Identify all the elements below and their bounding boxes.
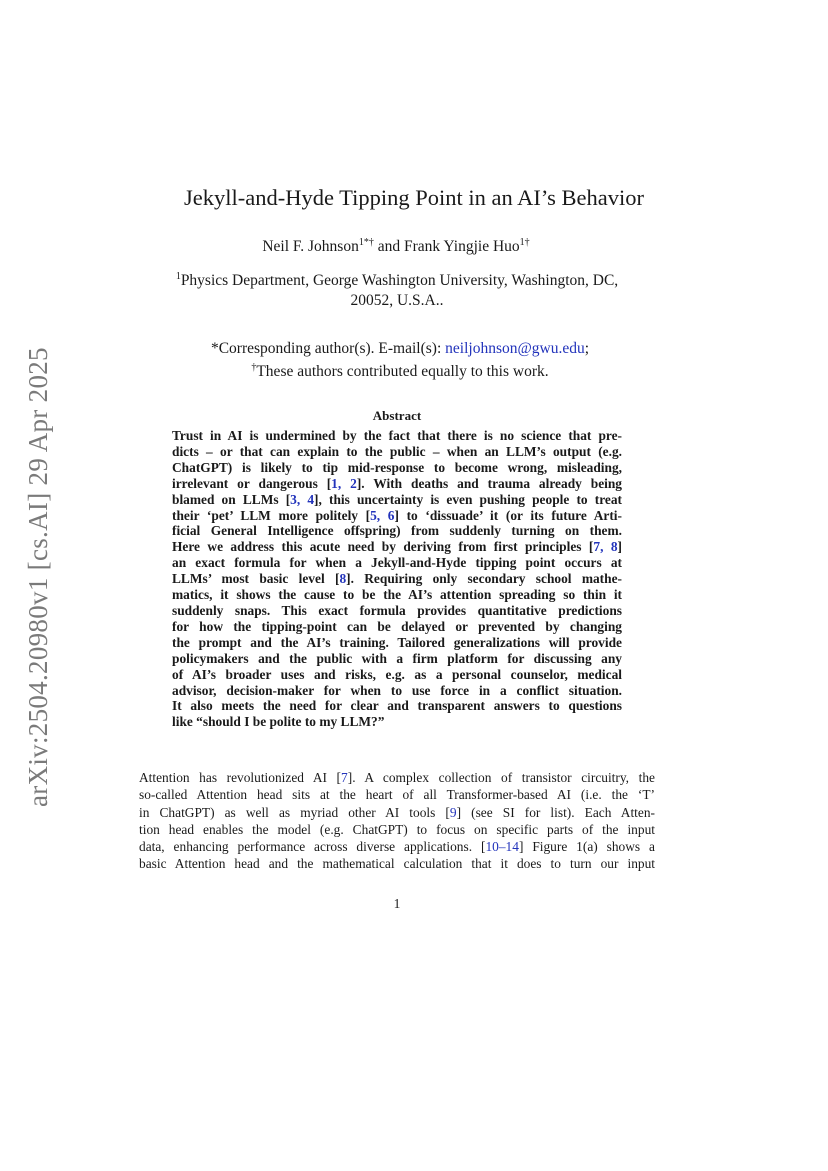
text-line: suddenly snaps. This exact formula provides quantitative predictions <box>172 602 622 618</box>
page-number: 1 <box>393 896 401 911</box>
author-name: Frank Yingjie Huo <box>403 238 520 255</box>
text-line: for how the tipping-point can be delayed or prevented by changing <box>172 618 622 634</box>
text-line: basic Attention head and the mathematical calculation that it does to turn our input <box>139 856 655 872</box>
citation-link[interactable]: 8 <box>339 571 347 587</box>
correspondence-suffix: ; <box>584 340 590 357</box>
correspondence-note <box>140 339 660 381</box>
text-line: Attention has revolutionized AI [7]. A complex collection of transistor circuitry, the <box>139 770 655 785</box>
text-line: ficial General Intelligence offspring) from suddenly turning on them. <box>172 523 622 539</box>
text-line: policymakers and the public with a firm platform for discussing any <box>172 650 622 666</box>
author-name: Neil F. Johnson <box>262 238 359 255</box>
text-line: ChatGPT) is likely to tip mid-response to become wrong, misleading, <box>172 459 622 475</box>
text-line: their ‘pet’ LLM more politely [5, 6] to ‘dissuade’ it (or its future Arti- <box>172 507 622 523</box>
text-line: matics, it shows the cause to be the AI’s attention spreading so thin it <box>172 587 622 603</box>
text-line: of AI’s broader uses and risks, e.g. as a personal counselor, medical <box>172 666 622 682</box>
author-affiliation-marker: 1† <box>519 237 530 248</box>
citation-link[interactable]: 7 <box>341 770 348 785</box>
text-line: Trust in AI is undermined by the fact that there is no science that pre- <box>172 428 622 443</box>
citation-link[interactable]: 3, 4 <box>290 491 315 507</box>
affiliation <box>157 267 637 311</box>
text-line: LLMs’ most basic level [8]. Requiring only secondary school mathe- <box>172 571 622 587</box>
text-line: the prompt and the AI’s training. Tailored generalizations will provide <box>172 634 622 650</box>
text-line: in ChatGPT) as well as myriad other AI tools [9] (see SI for list). Each Atten- <box>139 804 655 820</box>
text-line: advisor, decision-maker for when to use force in a conflict situation. <box>172 682 622 698</box>
abstract-heading: Abstract <box>372 408 422 423</box>
text-line: like “should I be polite to my LLM?” <box>172 714 385 730</box>
correspondence-prefix: *Corresponding author(s). E-mail(s): <box>210 340 446 357</box>
equal-contribution-note: These authors contributed equally to this work. <box>256 363 549 380</box>
citation-link[interactable]: 5, 6 <box>370 507 395 523</box>
text-line: so-called Attention head sits at the heart of all Transformer-based AI (i.e. the ‘T’ <box>139 787 655 803</box>
affiliation-line: Physics Department, George Washington University, Washington, DC, <box>180 272 619 289</box>
arxiv-identifier: arXiv:2504.20980v1 [cs.AI] 29 Apr 2025 <box>23 347 53 807</box>
text-line: Here we address this acute need by deriving from first principles [7, 8] <box>172 539 622 555</box>
affiliation-line: 20052, U.S.A.. <box>350 292 444 309</box>
text-line: dicts – or that can explain to the public – when an LLM’s output (e.g. <box>172 443 622 459</box>
text-line: an exact formula for when a Jekyll-and-Hyde tipping point occurs at <box>172 555 622 571</box>
dagger-marker: † <box>251 362 257 373</box>
citation-link[interactable]: 1, 2 <box>331 475 357 491</box>
citation-link[interactable]: 7, 8 <box>593 539 618 555</box>
text-line: data, enhancing performance across diverse applications. [10–14] Figure 1(a) shows a <box>139 839 655 855</box>
paper-title: Jekyll-and-Hyde Tipping Point in an AI’s Behavior <box>184 185 644 210</box>
abstract-text <box>172 428 622 730</box>
author-conjunction: and <box>373 238 404 255</box>
text-line: tion head enables the model (e.g. ChatGPT) to focus on specific parts of the input <box>139 821 655 837</box>
text-line: blamed on LLMs [3, 4], this uncertainty is even pushing people to treat <box>172 491 623 507</box>
text-line: It also meets the need for clear and transparent answers to questions <box>172 698 622 714</box>
author-list <box>0 237 792 256</box>
affiliation-marker: 1 <box>175 271 181 282</box>
citation-link[interactable]: 9 <box>449 804 457 820</box>
email-link[interactable]: neiljohnson@gwu.edu <box>445 340 585 357</box>
citation-link[interactable]: 10–14 <box>485 839 519 855</box>
body-paragraph <box>139 769 655 873</box>
author-affiliation-marker: 1*† <box>358 237 374 248</box>
text-line: irrelevant or dangerous [1, 2]. With deaths and trauma already being <box>172 475 622 491</box>
